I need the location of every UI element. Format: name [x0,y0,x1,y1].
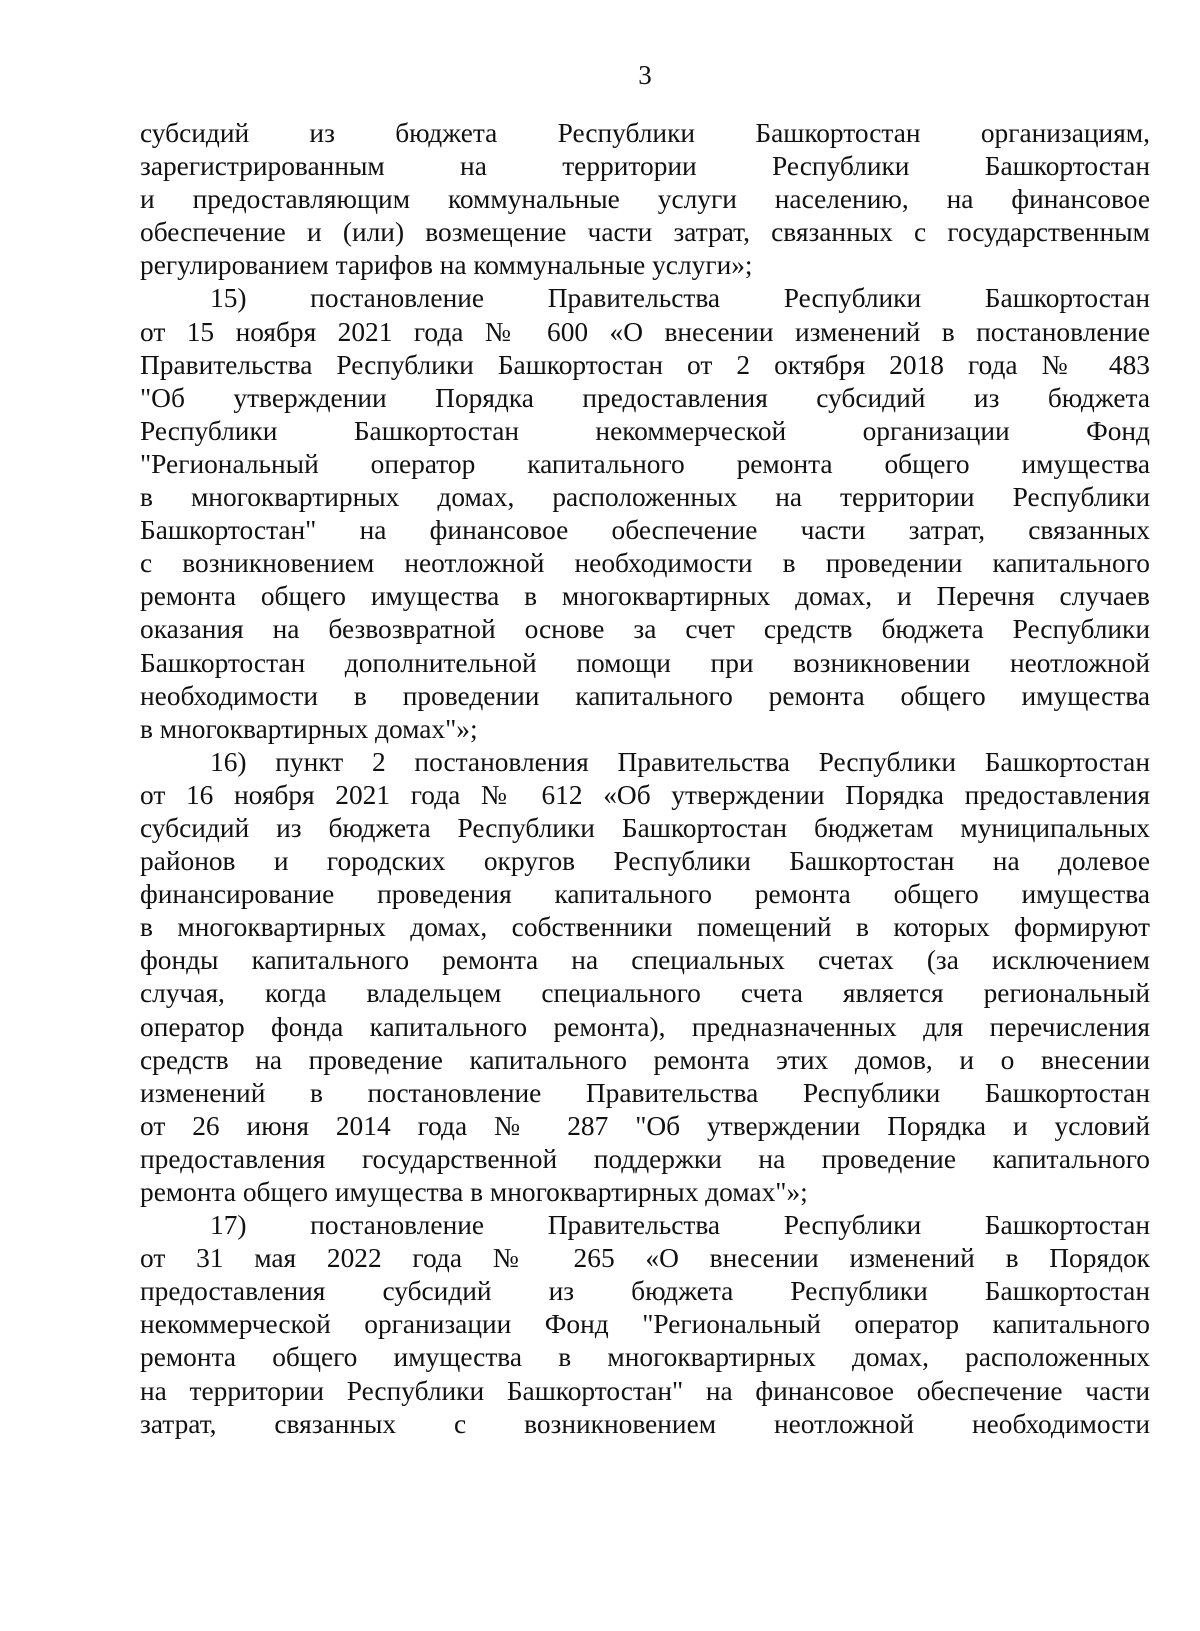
text-line: средств на проведение капитального ремонта этих домов, и о внесении [140,1044,1150,1075]
text-line: от 26 июня 2014 года № 287 "Об утверждении Порядка и условий [140,1110,1150,1141]
text-line: 17) постановление Правительства Республики Башкортостан [210,1210,1150,1241]
text-line: предоставления субсидий из бюджета Республики Башкортостан [140,1276,1150,1307]
text-line: оператор фонда капитального ремонта), предназначенных для перечисления [140,1011,1150,1042]
text-line: предоставления государственной поддержки на проведение капитального [140,1143,1150,1174]
text-line: в многоквартирных домах"»; [140,713,478,744]
text-line: оказания на безвозвратной основе за счет средств бюджета Республики [140,614,1150,645]
text-line: ремонта общего имущества в многоквартирных домах, расположенных [140,1342,1150,1373]
text-line: ремонта общего имущества в многоквартирных домах, и Перечня случаев [140,581,1150,612]
text-line: с возникновением неотложной необходимости в проведении капитального [140,548,1150,579]
text-line: ремонта общего имущества в многоквартирных домах"»; [140,1177,808,1207]
text-line: 15) постановление Правительства Республики Башкортостан [210,283,1150,314]
text-line: в многоквартирных домах, собственники помещений в которых формируют [140,912,1150,943]
text-line: изменений в постановление Правительства Республики Башкортостан [140,1077,1150,1108]
text-line: необходимости в проведении капитального ремонта общего имущества [140,680,1150,711]
text-line: в многоквартирных домах, расположенных на территории Республики [140,482,1150,513]
text-line: регулированием тарифов на коммунальные услуги»; [140,250,753,281]
text-line: 16) пункт 2 постановления Правительства Республики Башкортостан [210,746,1150,777]
text-line: Башкортостан" на финансовое обеспечение части затрат, связанных [140,515,1150,546]
text-line: Башкортостан дополнительной помощи при возникновении неотложной [140,647,1150,678]
text-line: от 15 ноября 2021 года № 600 «О внесении изменений в постановление [140,316,1150,347]
text-line: "Об утверждении Порядка предоставления субсидий из бюджета [140,382,1150,413]
text-line: субсидий из бюджета Республики Башкортостан бюджетам муниципальных [140,812,1150,843]
text-line: и предоставляющим коммунальные услуги населению, на финансовое [140,184,1150,215]
text-line: зарегистрированным на территории Республики Башкортостан [140,151,1150,182]
text-line: субсидий из бюджета Республики Башкортостан организациям, [140,118,1150,148]
text-line: финансирование проведения капитального ремонта общего имущества [140,879,1150,910]
document-body [140,117,1150,1441]
text-line: от 16 ноября 2021 года № 612 «Об утверждении Порядка предоставления [140,779,1150,810]
text-line: Правительства Республики Башкортостан от 2 октября 2018 года № 483 [140,349,1150,380]
text-line: обеспечение и (или) возмещение части затрат, связанных с государственным [140,217,1150,248]
text-line: фонды капитального ремонта на специальных счетах (за исключением [140,945,1150,976]
text-line: от 31 мая 2022 года № 265 «О внесении изменений в Порядок [140,1243,1150,1274]
text-line: случая, когда владельцем специального счета является региональный [140,978,1150,1009]
text-line: "Региональный оператор капитального ремонта общего имущества [140,448,1150,479]
text-line: на территории Республики Башкортостан" на финансовое обеспечение части [140,1375,1150,1406]
page-number: 3 [638,60,652,90]
text-line: районов и городских округов Республики Башкортостан на долевое [140,846,1150,877]
text-line: затрат, связанных с возникновением неотложной необходимости [140,1408,1150,1439]
text-line: Республики Башкортостан некоммерческой организации Фонд [140,415,1150,446]
text-line: некоммерческой организации Фонд "Региональный оператор капитального [140,1309,1150,1340]
